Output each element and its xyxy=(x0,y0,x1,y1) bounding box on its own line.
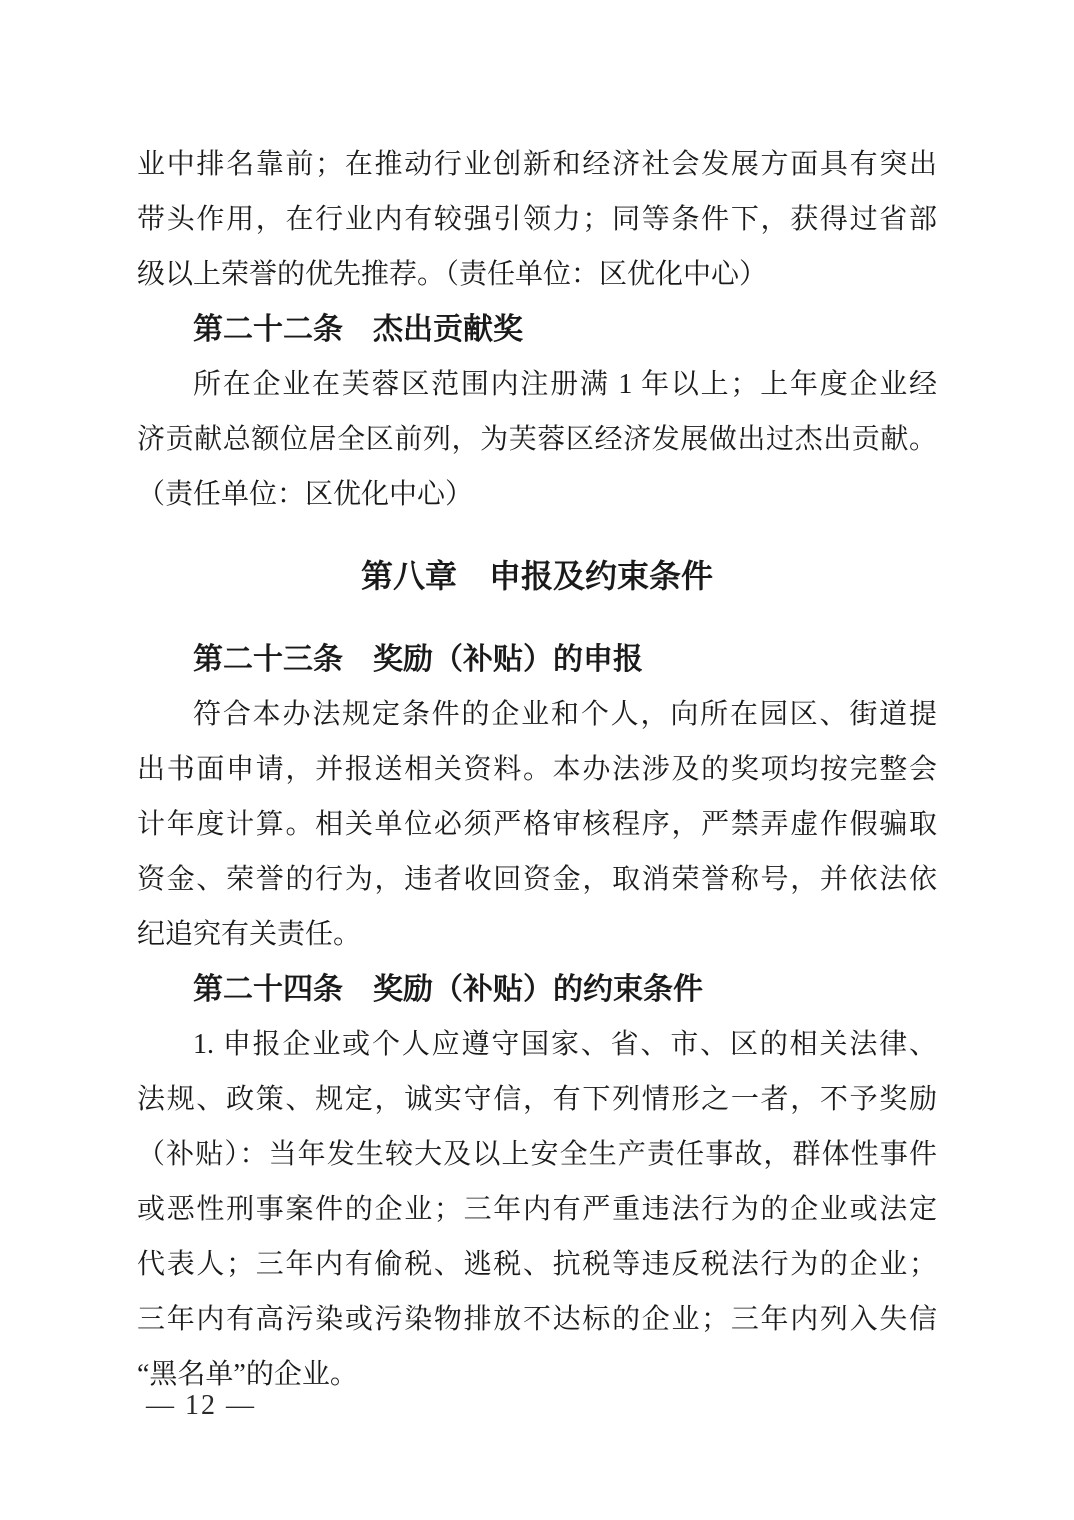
body-line: 代表人；三年内有偷税、逃税、抗税等违反税法行为的企业； xyxy=(137,1249,937,1280)
page-number: — 12 — xyxy=(146,1390,256,1421)
body-line: 计年度计算。相关单位必须严格审核程序，严禁弄虚作假骗取 xyxy=(137,809,937,840)
body-line: 法规、政策、规定，诚实守信，有下列情形之一者，不予奖励 xyxy=(137,1084,937,1115)
body-line: “黑名单”的企业。 xyxy=(137,1359,358,1390)
body-line: 或恶性刑事案件的企业；三年内有严重违法行为的企业或法定 xyxy=(137,1194,937,1225)
body-line: 济贡献总额位居全区前列，为芙蓉区经济发展做出过杰出贡献。 xyxy=(137,424,937,455)
body-line: 纪追究有关责任。 xyxy=(137,919,362,950)
body-line: 出书面申请，并报送相关资料。本办法涉及的奖项均按完整会 xyxy=(137,754,937,785)
body-line: 资金、荣誉的行为，违者收回资金，取消荣誉称号，并依法依 xyxy=(137,864,937,895)
body-line: 带头作用，在行业内有较强引领力；同等条件下，获得过省部 xyxy=(137,204,937,235)
article-22-heading: 第二十二条 杰出贡献奖 xyxy=(193,313,523,346)
body-line: （补贴）：当年发生较大及以上安全生产责任事故，群体性事件 xyxy=(137,1139,937,1170)
body-line: 1. 申报企业或个人应遵守国家、省、市、区的相关法律、 xyxy=(193,1029,937,1060)
body-line: 三年内有高污染或污染物排放不达标的企业；三年内列入失信 xyxy=(137,1304,937,1335)
document-body xyxy=(137,137,937,1402)
body-line: 所在企业在芙蓉区范围内注册满 1 年以上；上年度企业经 xyxy=(193,369,937,400)
body-line: 业中排名靠前；在推动行业创新和经济社会发展方面具有突出 xyxy=(137,149,937,180)
body-line: （责任单位：区优化中心） xyxy=(137,479,474,510)
body-line: 级以上荣誉的优先推荐。（责任单位：区优化中心） xyxy=(137,259,768,290)
chapter-8-heading: 第八章 申报及约束条件 xyxy=(360,558,713,594)
article-24-heading: 第二十四条 奖励（补贴）的约束条件 xyxy=(193,973,703,1006)
article-23-heading: 第二十三条 奖励（补贴）的申报 xyxy=(193,643,643,676)
body-line: 符合本办法规定条件的企业和个人，向所在园区、街道提 xyxy=(193,699,937,730)
